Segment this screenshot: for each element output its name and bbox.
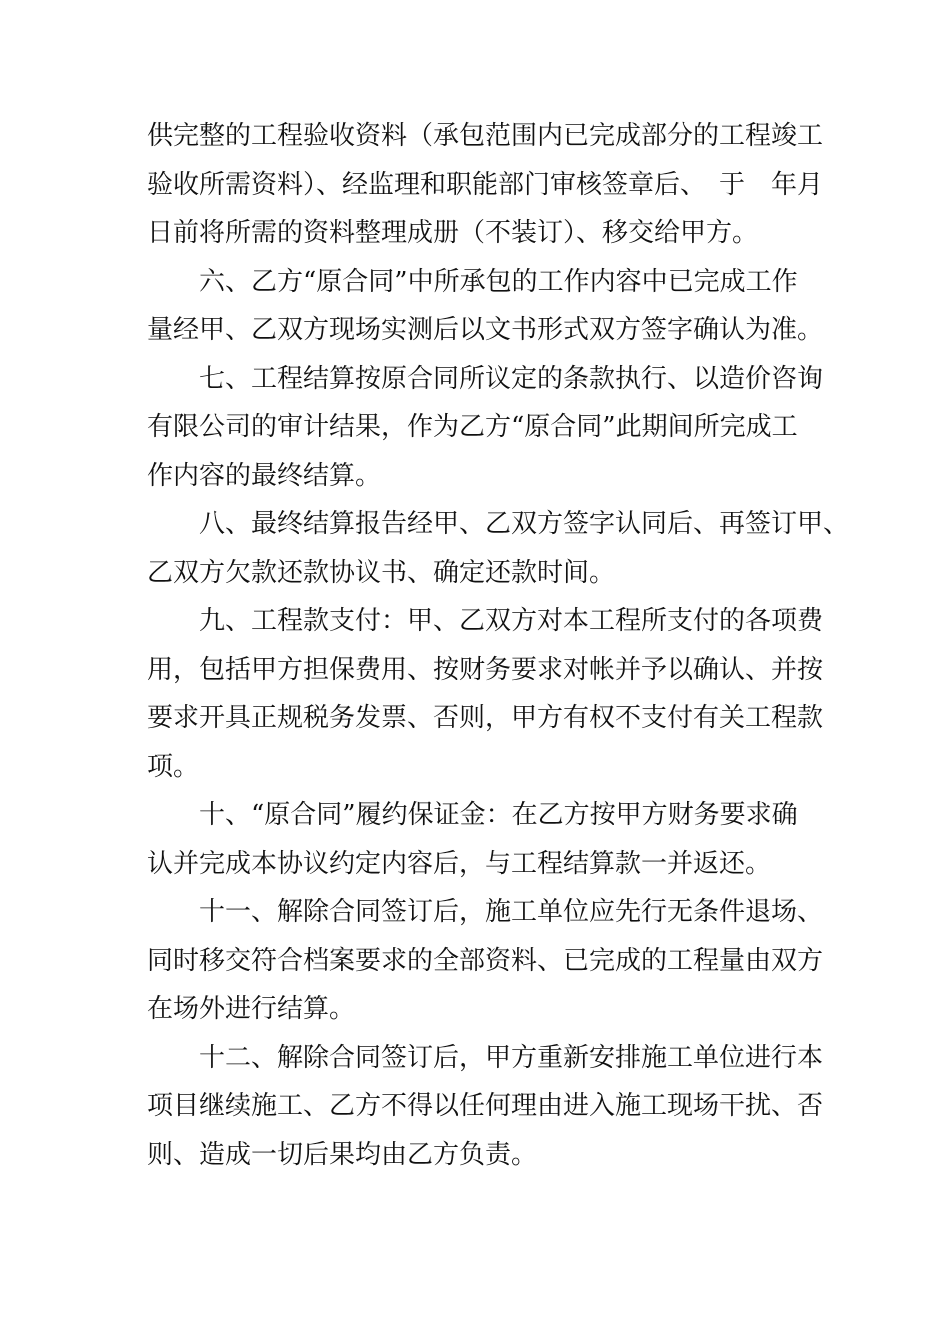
text-line: 有限公司的审计结果，作为乙方“原合同”此期间所完成工 [147,412,798,442]
text-line: 在场外进行结算。 [147,994,356,1024]
text-line: 用，包括甲方担保费用、按财务要求对帐并予以确认、并按 [147,654,824,685]
text-line: 认并完成本协议约定内容后，与工程结算款一并返还。 [147,848,772,879]
text-line: 同时移交符合档案要求的全部资料、已完成的工程量由双方 [147,945,824,976]
clause-10-line: 十、“原合同”履约保证金：在乙方按甲方财务要求确 [199,800,798,830]
text-line: 作内容的最终结算。 [147,460,382,491]
clause-12-line: 十二、解除合同签订后，甲方重新安排施工单位进行本 [199,1042,824,1073]
text-line: 验收所需资料）、经监理和职能部门审核签章后、 于 年月 [147,169,824,200]
text-line: 项目继续施工、乙方不得以任何理由进入施工现场干扰、否 [147,1091,824,1121]
clause-9-line: 九、工程款支付：甲、乙双方对本工程所支付的各项费 [199,606,824,636]
text-line: 项。 [147,751,200,782]
text-line: 日前将所需的资料整理成册（不装订）、移交给甲方。 [147,218,759,248]
clause-7-line: 七、工程结算按原合同所议定的条款执行、以造价咨询 [199,363,824,394]
text-line: 则、造成一切后果均由乙方负责。 [147,1139,538,1170]
text-line: 量经甲、乙双方现场实测后以文书形式双方签字确认为准。 [147,315,824,345]
text-line: 供完整的工程验收资料（承包范围内已完成部分的工程竣工 [147,121,824,151]
document-body [147,112,850,1179]
clause-6-line: 六、乙方“原合同”中所承包的工作内容中已完成工作 [199,266,798,297]
clause-11-line: 十一、解除合同签订后，施工单位应先行无条件退场、 [199,897,824,927]
text-line: 要求开具正规税务发票、否则，甲方有权不支付有关工程款 [147,703,824,733]
clause-8-line: 八、最终结算报告经甲、乙双方签字认同后、再签订甲、 [199,509,850,539]
text-line: 乙双方欠款还款协议书、确定还款时间。 [147,557,616,588]
